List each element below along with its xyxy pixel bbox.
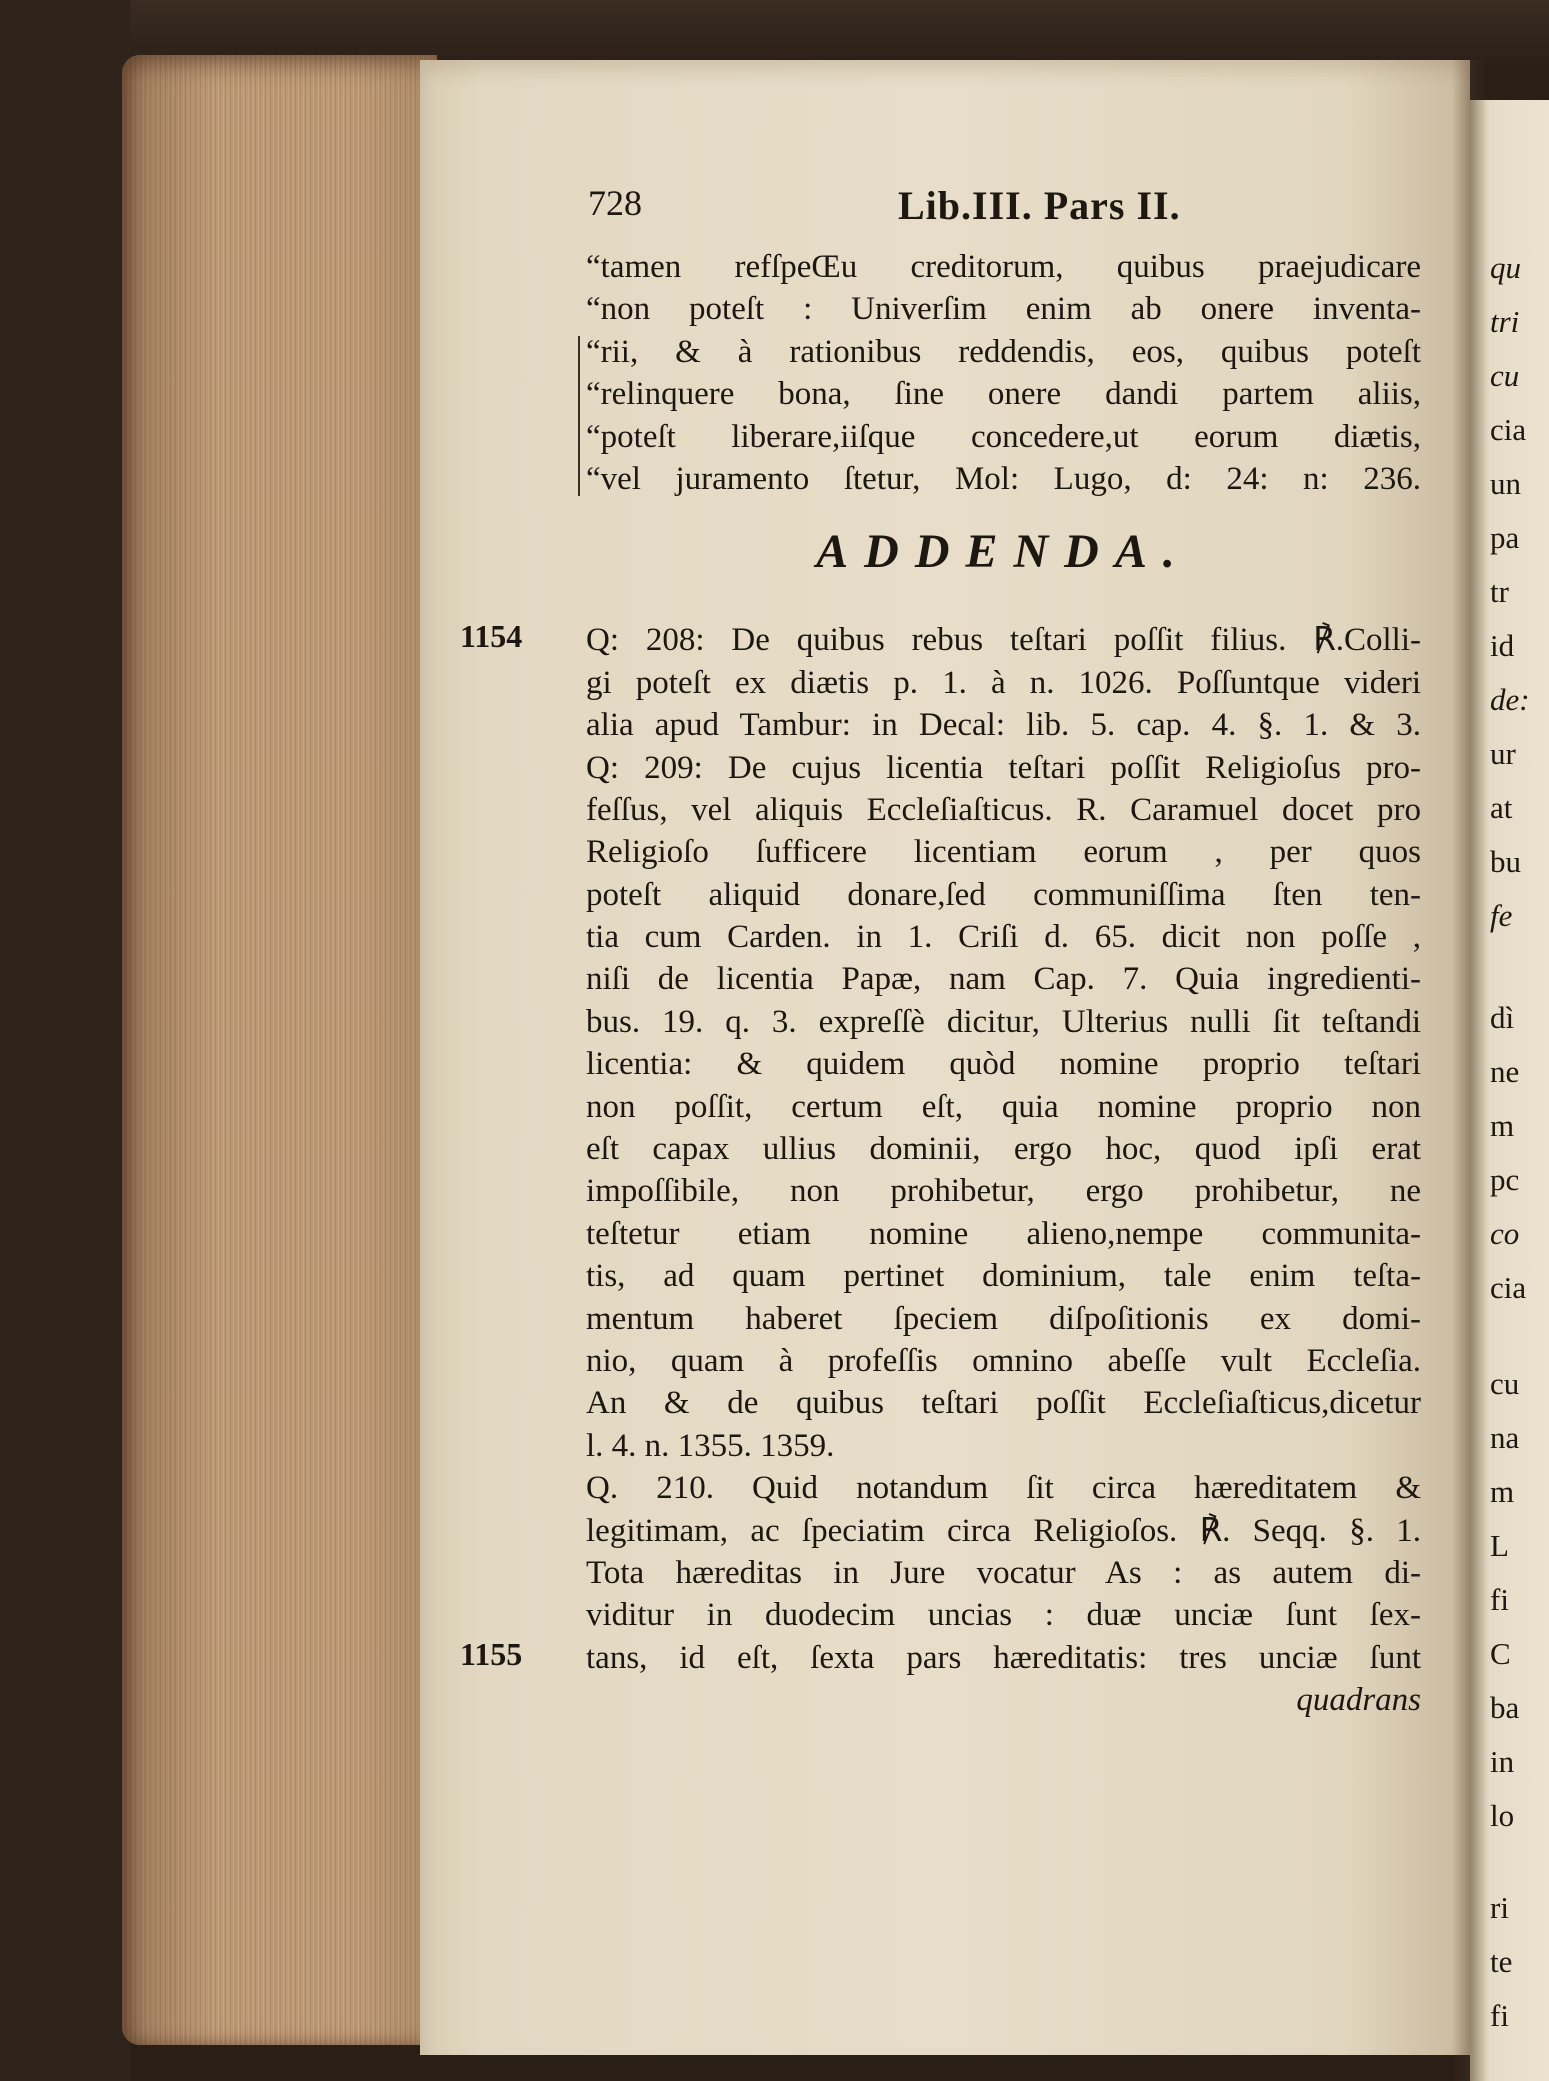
right-fragment: fe [1490,898,1513,933]
running-head: Lib.III. Pars II. [898,183,1181,228]
text-line: l. 4. n. 1355. 1359. [586,1427,835,1464]
section-heading: ADDENDA. [816,525,1191,579]
text-line: Q: 209: De cujus licentia teſtari poſſit Religioſus pro- [586,749,1421,786]
right-fragment: tr [1490,574,1509,609]
right-fragment: dì [1490,1000,1515,1035]
margin-number: 1154 [460,618,523,654]
right-fragment: co [1490,1216,1520,1251]
right-fragment: pc [1490,1162,1520,1197]
right-fragment: de: [1490,682,1530,717]
text-line: Religioſo ſufficere licentiam eorum , per quos [586,834,1421,871]
text-line: feſſus, vel aliquis Eccleſiaſticus. R. Caramuel docet pro [586,791,1421,828]
text-line: poteſt aliquid donare,ſed communiſſima ſten ten- [586,876,1421,913]
right-fragment: ne [1490,1054,1520,1089]
right-fragment: pa [1490,520,1520,555]
addenda-text [586,619,1421,1721]
text-line: tia cum Carden. in 1. Criſi d. 65. dicit non poſſe , [586,919,1421,956]
text-line: legitimam, ac ſpeciatim circa Religioſos. ℟. Seqq. §. 1. [586,1512,1421,1549]
text-line: “non poteſt : Univerſim enim ab onere inventa- [586,291,1421,328]
right-fragment: qu [1490,250,1521,285]
text-line: bus. 19. q. 3. expreſſè dicitur, Ulterius nulli ſit teſtandi [586,1003,1421,1040]
right-fragment: fi [1490,1998,1509,2033]
text-line: Tota hæreditas in Jure vocatur As : as autem di- [586,1554,1421,1591]
right-fragment: ri [1490,1890,1509,1925]
right-fragment: ur [1490,736,1516,771]
right-fragment: ba [1490,1690,1520,1725]
text-line: teſtetur etiam nomine alieno,nempe communita- [586,1215,1421,1252]
right-fragment: m [1490,1474,1515,1509]
page-number: 728 [588,183,642,223]
text-line: viditur in duodecim uncias : duæ unciæ ſunt ſex- [586,1597,1421,1634]
right-fragment: na [1490,1420,1520,1455]
margin-number: 1155 [460,1636,523,1672]
text-line: “vel juramento ſtetur, Mol: Lugo, d: 24: n: 236. [586,460,1421,497]
text-line: niſi de licentia Papæ, nam Cap. 7. Quia ingredienti- [586,961,1421,998]
text-line: “poteſt liberare,iiſque concedere,ut eorum diætis, [586,418,1421,455]
text-line: non poſſit, certum eſt, quia nomine proprio non [586,1088,1421,1125]
right-fragment: bu [1490,844,1521,879]
text-line: “tamen refſpeŒu creditorum, quibus praejudicare [586,249,1421,285]
text-line: Q. 210. Quid notandum ſit circa hæreditatem & [586,1470,1421,1507]
right-fragment: m [1490,1108,1515,1143]
right-fragment: L [1490,1528,1509,1563]
text-line: Q: 208: De quibus rebus teſtari poſſit filius. ℟.Colli- [586,622,1421,659]
text-line: mentum haberet ſpeciem diſpoſitionis ex domi- [586,1300,1421,1337]
text-line: licentia: & quidem quòd nomine proprio teſtari [586,1046,1421,1083]
page-body [586,246,1421,1722]
right-fragment: in [1490,1744,1515,1779]
page-header [588,182,1408,236]
text-line: nio, quam à profeſſis omnino abeſſe vult Eccleſia. [586,1342,1421,1379]
quoted-passage [586,246,1421,500]
right-fragment: te [1490,1944,1513,1979]
gutter-shadow [1452,60,1486,2081]
right-fragment: un [1490,466,1521,501]
right-fragment: at [1490,790,1513,825]
right-fragment: fi [1490,1582,1509,1617]
text-line: impoſſibile, non prohibetur, ergo prohibetur, ne [586,1173,1421,1210]
text-line: tans, id eſt, ſexta pars hæreditatis: tres unciæ ſunt [586,1639,1421,1676]
right-fragment: cia [1490,412,1527,447]
text-line: “relinquere bona, ſine onere dandi partem aliis, [586,376,1421,413]
text-line: tis, ad quam pertinet dominium, tale enim teſta- [586,1258,1421,1295]
text-line: eſt capax ullius dominii, ergo hoc, quod ipſi erat [586,1131,1421,1168]
text-line: “rii, & à rationibus reddendis, eos, quibus poteſt [586,333,1421,370]
right-fragment: C [1490,1636,1511,1671]
right-fragment: lo [1490,1798,1515,1833]
background-left [0,0,130,2081]
catchword: quadrans [1296,1682,1421,1719]
right-fragment: id [1490,628,1515,663]
spacer [586,597,1421,619]
text-line: gi poteſt ex diætis p. 1. à n. 1026. Poſſuntque videri [586,664,1421,701]
right-fragment: tri [1490,304,1520,339]
right-fragment: cu [1490,358,1520,393]
margin-bracket [578,336,580,496]
text-line: An & de quibus teſtari poſſit Eccleſiaſticus,dicetur [586,1385,1421,1422]
right-fragment: cia [1490,1270,1527,1305]
right-fragment: cu [1490,1366,1520,1401]
fore-edge-shading [122,55,437,2045]
text-line: alia apud Tambur: in Decal: lib. 5. cap. 4. §. 1. & 3. [586,707,1421,744]
